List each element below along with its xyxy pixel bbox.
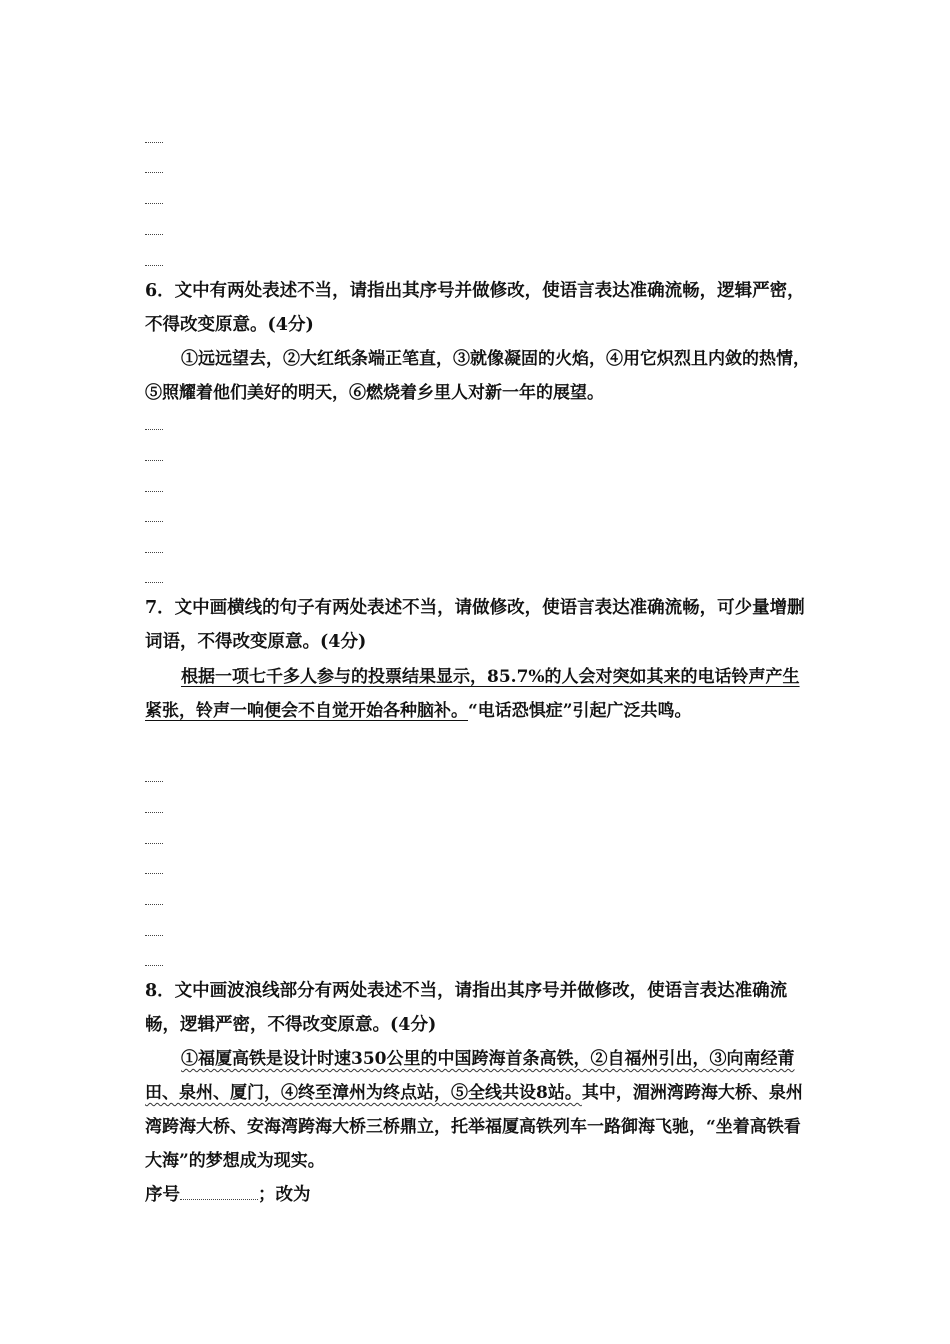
answer-line[interactable] (145, 929, 163, 936)
answer-line[interactable] (145, 898, 163, 905)
answer-line[interactable] (145, 423, 163, 430)
question-7-passage (145, 660, 810, 728)
answer-line[interactable] (145, 806, 163, 813)
answer-line[interactable] (145, 837, 163, 844)
answer-line[interactable] (145, 546, 163, 553)
answer-line[interactable] (145, 485, 163, 492)
answer-line[interactable] (145, 959, 163, 966)
answer-label-change: ；改为 (258, 1185, 311, 1205)
question-8-wavy-text: ①福厦高铁是设计时速350公里的中国跨海首条高铁，②自福州引出，③向南经莆田、泉州、厦门，④终至漳州为终点站，⑤全线共设8站。 (145, 1049, 795, 1103)
answer-line[interactable] (145, 197, 163, 204)
answer-line[interactable] (145, 166, 163, 173)
answer-line[interactable] (145, 775, 163, 782)
question-8-passage (145, 1042, 810, 1178)
question-8-passage-rest: 其中，湄洲湾跨海大桥、泉州湾跨海大桥、安海湾跨海大桥三桥鼎立，托举福厦高铁列车一路御海飞驰，“坐着高铁看大海”的梦想成为现实。 (145, 1083, 803, 1171)
question-6-prompt: 6．文中有两处表述不当，请指出其序号并做修改，使语言表达准确流畅，逻辑严密，不得改变原意。(4分) (145, 281, 805, 335)
answer-line[interactable] (145, 454, 163, 461)
answer-line[interactable] (145, 515, 163, 522)
answer-line[interactable] (145, 136, 163, 143)
question-7-underlined-sentence: 根据一项七千多人参与的投票结果显示，85.7%的人会对突如其来的电话铃声产生紧张，铃声一响便会不自觉开始各种脑补。 (145, 667, 800, 721)
question-8-prompt: 8．文中画波浪线部分有两处表述不当，请指出其序号并做修改，使语言表达准确流畅，逻辑严密，不得改变原意。(4分) (145, 981, 788, 1035)
question-7-prompt: 7．文中画横线的句子有两处表述不当，请做修改，使语言表达准确流畅，可少量增删词语，不得改变原意。(4分) (145, 598, 805, 652)
answer-line[interactable] (145, 228, 163, 235)
question-6-passage-text: ①远远望去，②大红纸条端正笔直，③就像凝固的火焰，④用它炽烈且内敛的热情，⑤照耀着他们美好的明天，⑥燃烧着乡里人对新一年的展望。 (145, 349, 810, 403)
answer-label-number: 序号 (145, 1185, 180, 1205)
answer-line[interactable] (145, 867, 163, 874)
question-6-passage (145, 342, 810, 410)
answer-line[interactable] (145, 259, 163, 266)
question-8-answer-row (145, 1178, 311, 1212)
answer-line[interactable] (145, 576, 163, 583)
answer-blank-number[interactable] (180, 1179, 258, 1200)
question-7-passage-rest: “电话恐惧症”引起广泛共鸣。 (468, 701, 692, 721)
